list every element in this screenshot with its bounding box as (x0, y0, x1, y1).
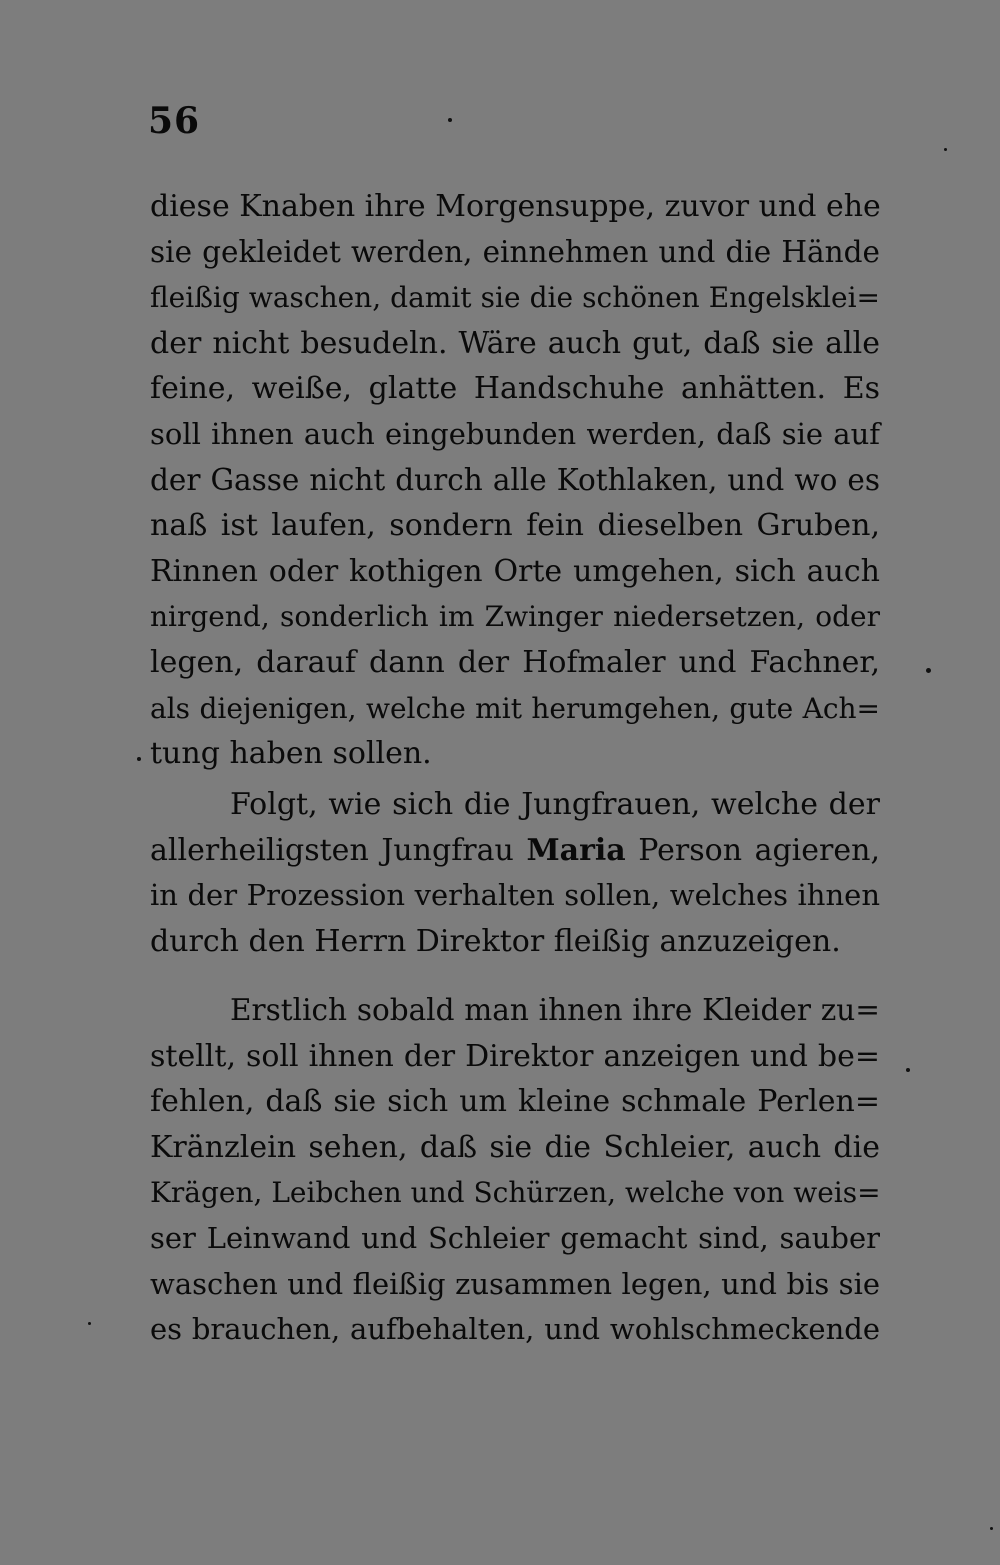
text-segment: allerheiligsten Jungfrau (150, 832, 527, 868)
text-line: soll ihnen auch eingebunden werden, daß sie auf (150, 416, 880, 451)
text-line (150, 828, 880, 874)
text-line: Erstlich sobald man ihnen ihre Kleider zu= (230, 993, 880, 1027)
text-line: diese Knaben ihre Morgensuppe, zuvor und ehe (150, 189, 881, 224)
paragraph-1 (150, 184, 880, 777)
text-line: naß ist laufen, sondern fein dieselben Gruben, (150, 508, 880, 544)
page-number: 56 (148, 100, 201, 142)
text-line: tung haben sollen. (150, 736, 432, 772)
scan-speck (88, 1322, 91, 1325)
text-line: ser Leinwand und Schleier gemacht sind, sauber (150, 1220, 880, 1255)
text-line: in der Prozession verhalten sollen, welches ihnen (150, 878, 880, 913)
scan-speck (137, 757, 141, 761)
text-line: durch den Herrn Direktor fleißig anzuzeigen. (150, 923, 841, 959)
text-line: stellt, soll ihnen der Direktor anzeigen und be= (150, 1038, 880, 1074)
text-line: waschen und fleißig zusammen legen, und bis sie (150, 1266, 880, 1301)
text-line: nirgend, sonderlich im Zwinger niedersetzen, oder (150, 600, 880, 634)
text-line: Krägen, Leibchen und Schürzen, welche von weis= (150, 1176, 881, 1210)
paragraph-3 (150, 988, 880, 1353)
text-line: Rinnen oder kothigen Orte umgehen, sich auch (150, 553, 880, 589)
scan-speck (944, 148, 947, 151)
name-maria: Maria (526, 832, 626, 868)
text-line: sie gekleidet werden, einnehmen und die Hände (150, 234, 880, 269)
text-line: als diejenigen, welche mit herumgehen, gute Ach= (150, 691, 880, 725)
text-line: es brauchen, aufbehalten, und wohlschmeckende (150, 1312, 880, 1347)
scan-speck (926, 668, 931, 673)
text-line: feine, weiße, glatte Handschuhe anhätten. Es (150, 371, 880, 407)
text-line: fehlen, daß sie sich um kleine schmale Perlen= (150, 1084, 880, 1120)
text-line: Kränzlein sehen, daß sie die Schleier, auch die (150, 1129, 880, 1165)
text-line: legen, darauf dann der Hofmaler und Fachner, (150, 644, 880, 680)
scan-speck (448, 118, 452, 122)
paragraph-2 (150, 782, 880, 964)
text-line: der Gasse nicht durch alle Kothlaken, und wo es (150, 462, 880, 497)
scan-speck (990, 1527, 993, 1530)
text-line: der nicht besudeln. Wäre auch gut, daß sie alle (150, 325, 880, 361)
text-line: Folgt, wie sich die Jungfrauen, welche der (230, 787, 880, 822)
text-line: fleißig waschen, damit sie die schönen Engelsklei= (150, 281, 880, 315)
scan-speck (906, 1068, 910, 1072)
text-segment: Person agieren, (625, 832, 880, 868)
